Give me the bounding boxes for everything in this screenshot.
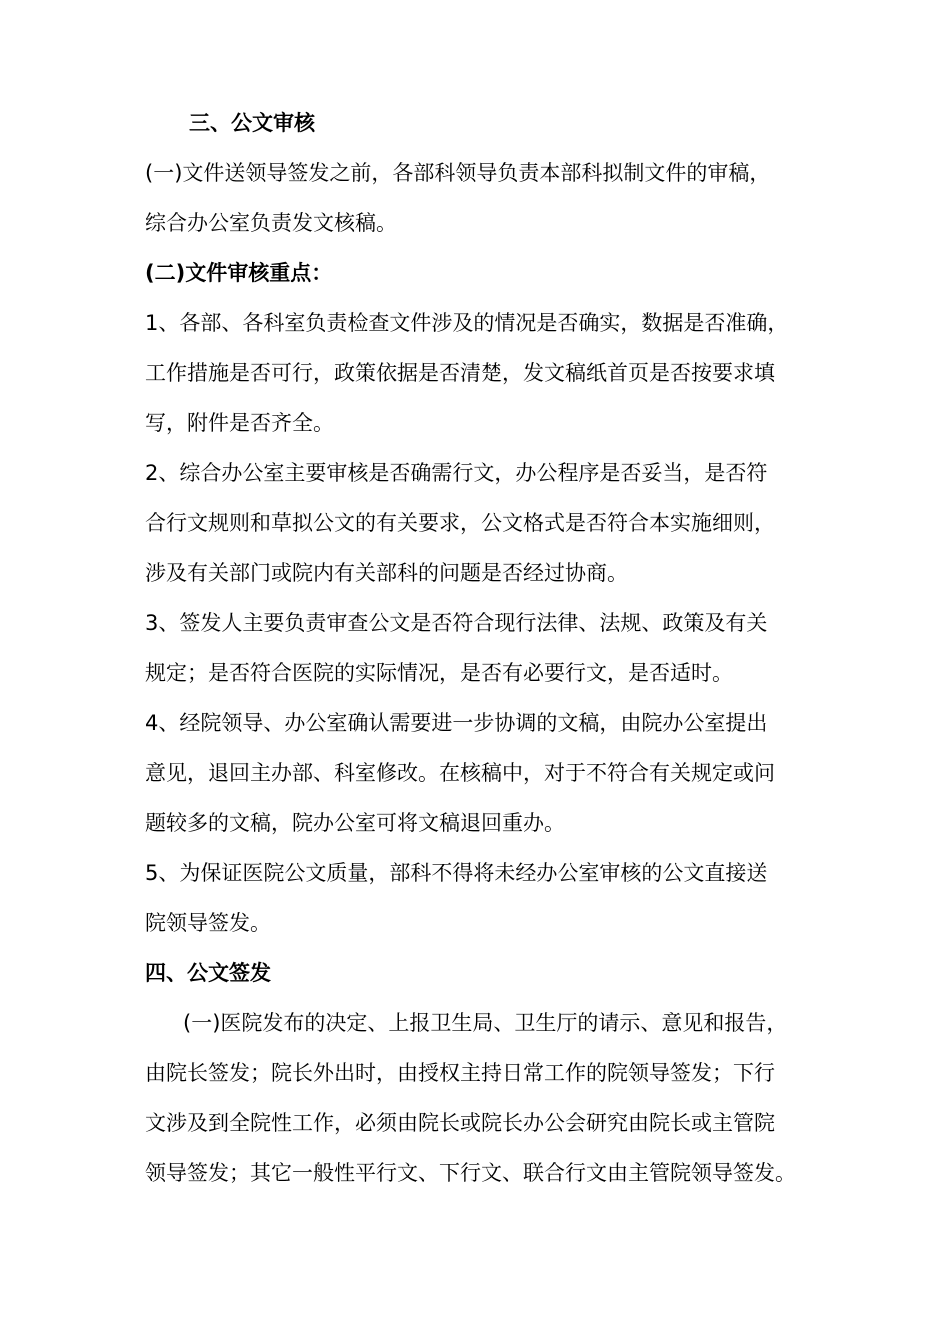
- text-line: 涉及有关部门或院内有关部科的问题是否经过协商。: [145, 561, 628, 585]
- text-line: (一)文件送领导签发之前，各部科领导负责本部科拟制文件的审稿，: [145, 161, 771, 185]
- review-item-2: [145, 448, 820, 598]
- text-line: 文涉及到全院性工作，必须由院长或院长办公会研究由院长或主管院: [145, 1111, 775, 1135]
- text-line: 合行文规则和草拟公文的有关要求，公文格式是否符合本实施细则，: [145, 511, 775, 535]
- text-line: 规定；是否符合医院的实际情况，是否有必要行文，是否适时。: [145, 661, 733, 685]
- text-line: 题较多的文稿，院办公室可将文稿退回重办。: [145, 811, 565, 835]
- text-line: 领导签发；其它一般性平行文、下行文、联合行文由主管院领导签发。: [145, 1161, 796, 1185]
- section-4-heading: 四、公文签发: [145, 961, 271, 985]
- text-line: (一)医院发布的决定、上报卫生局、卫生厅的请示、意见和报告，: [183, 1011, 788, 1035]
- section-3-paragraph-1: [145, 148, 820, 248]
- section-3-subheading: (二)文件审核重点：: [145, 261, 333, 285]
- text-line: 3、签发人主要负责审查公文是否符合现行法律、法规、政策及有关: [145, 611, 768, 635]
- review-item-4: [145, 698, 820, 848]
- text-line: 综合办公室负责发文核稿。: [145, 211, 397, 235]
- text-line: 4、经院领导、办公室确认需要进一步协调的文稿，由院办公室提出: [145, 711, 768, 735]
- text-line: 写，附件是否齐全。: [145, 411, 334, 435]
- review-item-3: [145, 598, 820, 698]
- text-line: 2、综合办公室主要审核是否确需行文，办公程序是否妥当，是否符: [145, 461, 768, 485]
- review-item-5: [145, 848, 820, 948]
- review-item-1: [145, 298, 820, 448]
- text-line: 5、为保证医院公文质量，部科不得将未经办公室审核的公文直接送: [145, 861, 768, 885]
- text-line: 工作措施是否可行，政策依据是否清楚，发文稿纸首页是否按要求填: [145, 361, 775, 385]
- text-line: 由院长签发；院长外出时，由授权主持日常工作的院领导签发；下行: [145, 1061, 775, 1085]
- section-3-heading: 三、公文审核: [189, 111, 315, 135]
- text-line: 1、各部、各科室负责检查文件涉及的情况是否确实，数据是否准确，: [145, 311, 789, 335]
- text-line: 院领导签发。: [145, 911, 271, 935]
- text-line: 意见，退回主办部、科室修改。在核稿中，对于不符合有关规定或问: [145, 761, 775, 785]
- section-4-paragraph-1: [145, 998, 820, 1198]
